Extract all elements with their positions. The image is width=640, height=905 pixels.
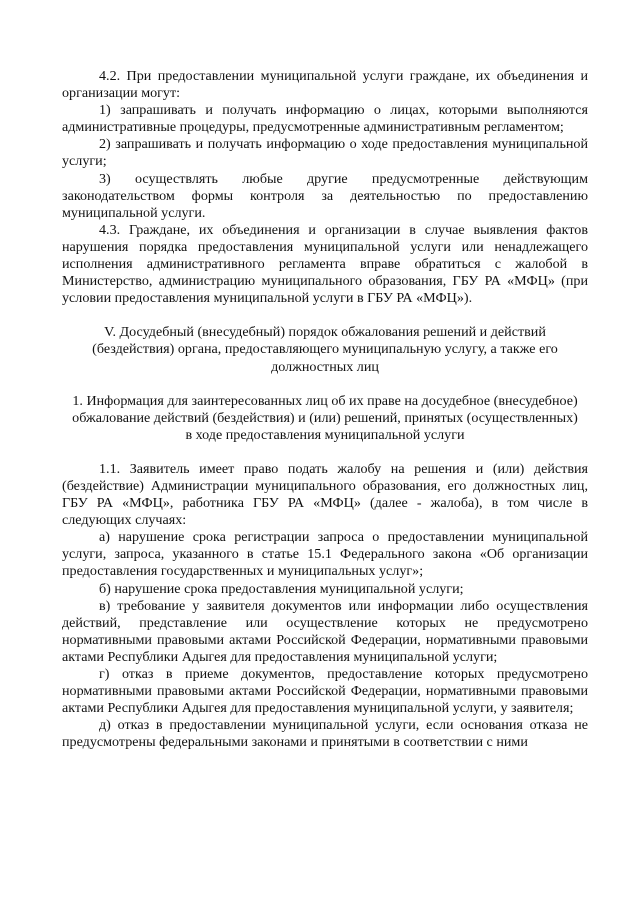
paragraph-4-2: 4.2. При предоставлении муниципальной услуги граждане, их объединения и организации могут: [62,68,588,102]
paragraph-4-3: 4.3. Граждане, их объединения и организации в случае выявления фактов нарушения порядка предоставления муниципальной услуги или ненадлежащего исполнения административного регламента вправе обратиться с жалобой в Министерство, администрацию муниципального образования, ГБУ РА «МФЦ» (при условии предоставления муниципальной услуги в ГБУ РА «МФЦ»). [62,221,588,307]
list-item-g: г) отказ в приеме документов, предоставление которых предусмотрено нормативными правовыми актами Российской Федерации, нормативными правовыми актами Республики Адыгея для предоставления муниципальной услуги, у заявителя; [62,666,588,717]
document-page [62,68,588,751]
list-item-1: 1) запрашивать и получать информацию о лицах, которыми выполняются административные процедуры, предусмотренные административным регламентом; [62,102,588,136]
list-item-d: д) отказ в предоставлении муниципальной услуги, если основания отказа не предусмотрены федеральными законами и принятыми в соответствии с ними [62,717,588,751]
list-item-a: а) нарушение срока регистрации запроса о предоставлении муниципальной услуги, запроса, указанного в статье 15.1 Федерального закона «Об организации предоставления государственных и муниципальных услуг»; [62,529,588,580]
section-subheading: 1. Информация для заинтересованных лиц об их праве на досудебное (внесудебное) обжалование действий (бездействия) и (или) решений, принятых (осуществленных) в ходе предоставления муниципальной услуги [72,392,578,443]
list-item-2: 2) запрашивать и получать информацию о ходе предоставления муниципальной услуги; [62,136,588,170]
list-item-3: 3) осуществлять любые другие предусмотренные действующим законодательством формы контроля за деятельностью по предоставлению муниципальной услуги. [62,170,588,221]
list-item-v: в) требование у заявителя документов или информации либо осуществления действий, представление или осуществление которых не предусмотрено нормативными правовыми актами Российской Федерации, нормативными правовыми актами Республики Адыгея для предоставления муниципальной услуги; [62,597,588,665]
section-heading: V. Досудебный (внесудебный) порядок обжалования решений и действий (бездействия) органа, предоставляющего муниципальную услугу, а также его должностных лиц [92,324,558,375]
list-item-b: б) нарушение срока предоставления муниципальной услуги; [99,580,464,597]
paragraph-1-1: 1.1. Заявитель имеет право подать жалобу на решения и (или) действия (бездействие) Администрации муниципального образования, его должностных лиц, ГБУ РА «МФЦ», работника ГБУ РА «МФЦ» (далее - жалоба), в том числе в следующих случаях: [62,460,588,529]
